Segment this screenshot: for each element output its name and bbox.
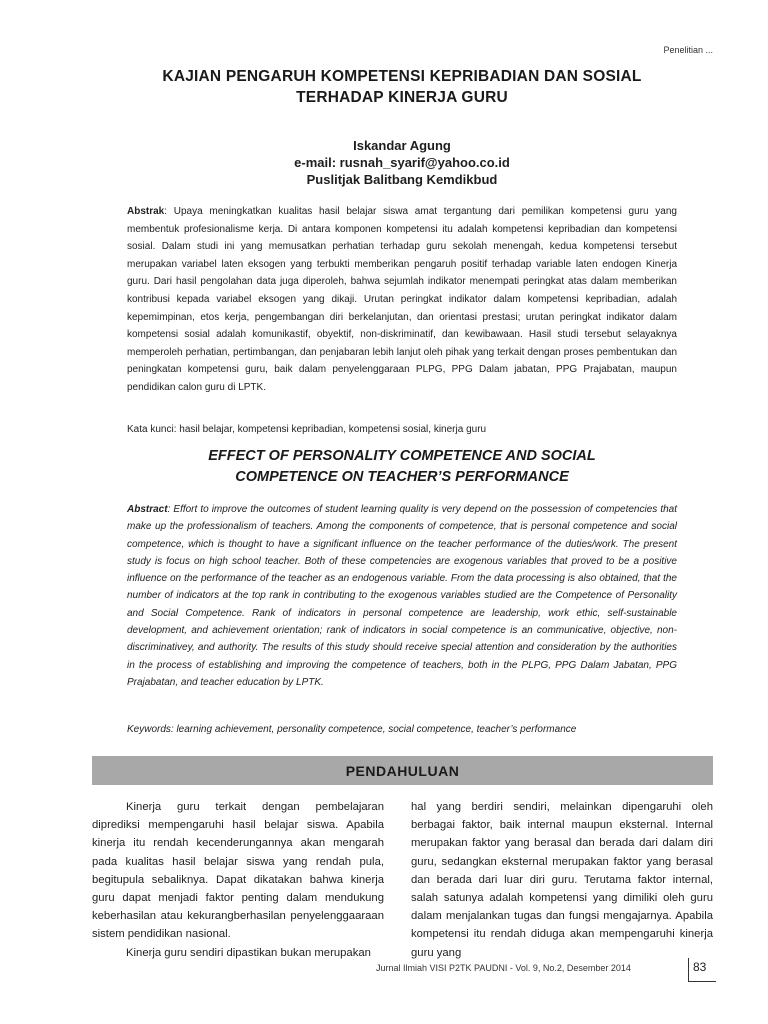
english-title-line-1: EFFECT OF PERSONALITY COMPETENCE AND SOCIAL xyxy=(208,448,596,464)
footer-divider-vertical xyxy=(688,958,689,982)
abstract-english xyxy=(127,501,677,691)
english-title xyxy=(92,446,712,488)
abstract-indonesian xyxy=(127,203,677,397)
keywords-indonesian: Kata kunci: hasil belajar, kompetensi kepribadian, kompetensi sosial, kinerja guru xyxy=(127,424,487,435)
body-paragraph: Kinerja guru sendiri dipastikan bukan merupakan xyxy=(126,946,371,959)
footer-journal-info: Jurnal Ilmiah VISI P2TK PAUDNI - Vol. 9, No.2, Desember 2014 xyxy=(376,963,631,973)
article-title-line-2: TERHADAP KINERJA GURU xyxy=(296,89,508,106)
footer-divider-horizontal xyxy=(688,981,716,982)
page-number: 83 xyxy=(693,960,707,974)
abstract-indonesian-label: Abstrak xyxy=(127,206,165,217)
body-paragraph: hal yang berdiri sendiri, melainkan dipengaruhi oleh berbagai faktor, baik internal maupun eksternal. Internal merupakan faktor yang berasal dan berada dari dalam diri guru, sedangkan eksternal merupakan faktor yang berasal dan berada dari luar diri guru. Terutama faktor internal, salah satunya adalah kompetensi yang dimiliki oleh guru dalam menjalankan tugas dan fungsi mengajarnya. Apabila kompetensi itu rendah diduga akan mempengaruhi kinerja guru yang xyxy=(411,801,713,959)
author-affiliation: Puslitjak Balitbang Kemdikbud xyxy=(306,172,498,187)
article-title xyxy=(92,66,712,108)
author-email: e-mail: rusnah_syarif@yahoo.co.id xyxy=(294,155,510,170)
running-head: Penelitian ... xyxy=(663,45,713,55)
body-column-left xyxy=(92,798,384,962)
abstract-english-text: : Effort to improve the outcomes of student learning quality is very depend on the possession of competencies that make up the professionalism of teachers. Among the components of competence, that is personal competence and social competence, which is thought to have a significant influence on the teacher performance of the duties/work. The present study is focus on high school teacher. Both of these competencies are exogenous variables that proved to be a positive influence on the performance of the teacher as an endogenous variable. From the data processing is also obtained, that the number of indicators at the top rank in contributing to the exogenous variables studied are the Competence of Personality and Social Competence. Rank of indicators in personal competence are leadership, work ethic, self-sustainable development, and achievement orientation; rank of indicators in social competence is an communicative, objective, non-discriminativey, and authority. The results of this study should receive special attention and consideration by the authorities in the process of establishing and improving the competence of teachers, both in the PLPG, PPG Dalam Jabatan, PPG Prajabatan, and teacher education by LPTK. xyxy=(127,504,677,688)
section-heading-bar xyxy=(92,756,713,785)
author-name: Iskandar Agung xyxy=(353,138,451,153)
body-paragraph: Kinerja guru terkait dengan pembelajaran diprediksi mempengaruhi hasil belajar siswa. Apabila kinerja itu rendah kecenderungannya akan mengarah pada kualitas hasil belajar siswa yang rendah pula, begitupula sebaliknya. Dapat dikatakan bahwa kinerja guru dapat menjadi faktor penting dalam mendukung keberhasilan atau kekurangberhasilan penyelenggaaraan sistem pendidikan nasional. xyxy=(92,801,384,941)
abstract-indonesian-text: : Upaya meningkatkan kualitas hasil belajar siswa amat tergantung dari pemilikan kompetensi guru yang membentuk profesionalisme kerja. Di antara komponen kompetensi itu adalah kompetensi kepribadian dan kompetensi sosial. Dalam studi ini yang memusatkan perhatian terhadap guru sekolah menengah, kedua kompetensi tersebut merupakan variabel laten eksogen yang terbukti memberikan pengaruh positif terhadap variable laten endogen Kinerja guru. Dari hasil pengolahan data juga diperoleh, bahwa sejumlah indikator menempati peringkat atas dalam memberikan kontribusi kepada variabel eksogen yang dikaji. Urutan peringkat indikator dalam kompetensi kepribadian, adalah kepemimpinan, etos kerja, pengembangan diri berkelanjutan, dan orientasi prestasi; urutan peringkat indikator dalam kompetensi sosial adalah komunikastif, obyektif, non-diskriminatif, dan kewibawaan. Hasil studi tersebut selayaknya memperoleh perhatian, pertimbangan, dan penjabaran lebih lanjut oleh pihak yang terkait dengan proses pembentukan dan peningkatan kompetensi guru, baik dalam penyelenggaraan PLPG, PPG Dalam jabatan, PPG Prajabatan, maupun pendidikan calon guru di LPTK. xyxy=(127,206,677,393)
abstract-english-label: Abstract xyxy=(127,504,168,515)
article-title-line-1: KAJIAN PENGARUH KOMPETENSI KEPRIBADIAN DAN SOSIAL xyxy=(162,68,642,85)
section-heading: PENDAHULUAN xyxy=(345,762,460,779)
body-column-right xyxy=(411,798,713,962)
english-title-line-2: COMPETENCE ON TEACHER’S PERFORMANCE xyxy=(235,469,569,485)
keywords-english: Keywords: learning achievement, personality competence, social competence, teacher’s performance xyxy=(127,724,577,735)
author-block xyxy=(92,137,712,188)
